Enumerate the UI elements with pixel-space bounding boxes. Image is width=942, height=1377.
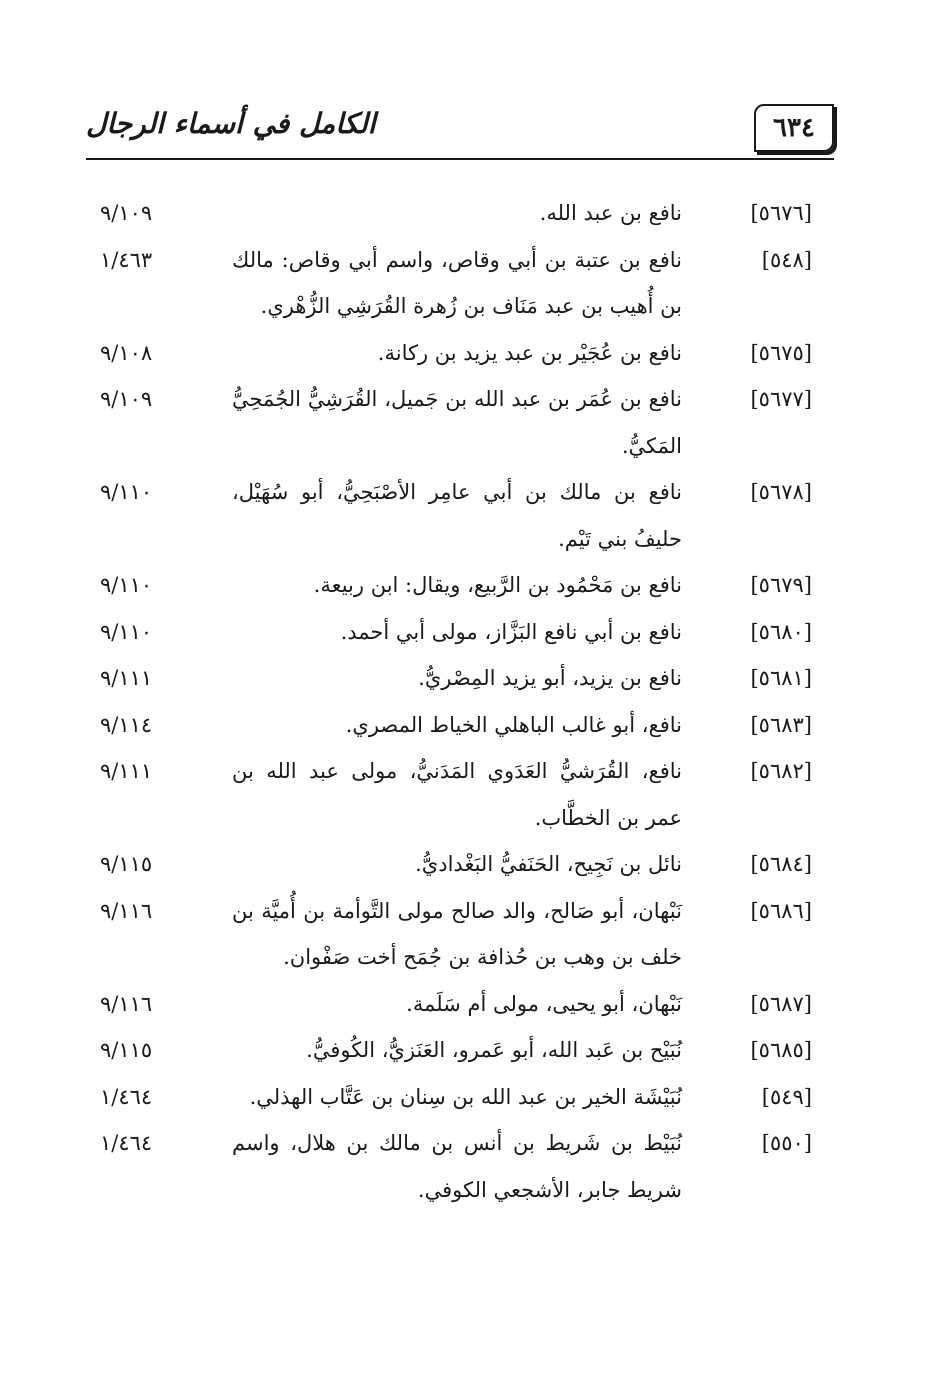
entry-number: [٥٤٩]: [761, 1084, 812, 1109]
entry-row: [100, 702, 812, 749]
entry-row: [100, 237, 812, 330]
entry-row: [100, 1120, 812, 1213]
entry-row: [100, 562, 812, 609]
entry-row: [100, 376, 812, 469]
running-title: الكامل في أسماء الرجال: [86, 107, 376, 140]
entry-reference: ٩/١١٤: [100, 712, 153, 737]
entry-reference: ١/٤٦٤: [100, 1084, 153, 1109]
entry-number: [٥٦٨١]: [750, 666, 812, 690]
entry-reference: ٩/١١١: [100, 666, 153, 690]
entry-row: [100, 609, 812, 656]
entry-number: [٥٥٠]: [761, 1131, 812, 1155]
entry-list: [100, 190, 812, 1213]
entry-reference: ٩/١١٦: [100, 991, 153, 1016]
entry-text: نافع بن عُمَر بن عبد الله بن جَميل، القُرَشِيُّ الجُمَحِيُّ المَكيُّ.: [232, 387, 682, 458]
entry-reference: ٩/١١٠: [100, 480, 153, 504]
entry-number: [٥٦٨٣]: [750, 712, 812, 737]
entry-reference: ٩/١١٠: [100, 573, 153, 597]
page-number: ٦٣٤: [754, 104, 834, 152]
entry-number: [٥٦٨٧]: [750, 991, 812, 1016]
entry-text: نافع بن عُجَيْر بن عبد يزيد بن ركانة.: [377, 340, 682, 365]
entry-number: [٥٦٧٧]: [750, 387, 812, 411]
entry-text: نافع بن عتبة بن أبي وقاص، واسم أبي وقاص: مالك بن أُهيب بن عبد مَنَاف بن زُهرة القُرَشِي الزُّهْري.: [232, 247, 682, 318]
entry-text: نَبْهان، أبو يحيى، مولى أم سَلَمة.: [406, 991, 682, 1016]
entry-text: نافع بن عبد الله.: [539, 201, 682, 225]
entry-reference: ٩/١١٥: [100, 1038, 153, 1062]
entry-row: [100, 841, 812, 888]
entry-reference: ٩/١١٦: [100, 898, 153, 923]
entry-text: نافع بن مَحْمُود بن الرَّبيع، ويقال: ابن ربيعة.: [313, 573, 682, 597]
entry-row: [100, 469, 812, 562]
entry-row: [100, 1074, 812, 1121]
entry-number: [٥٦٨٦]: [750, 898, 812, 923]
entry-number: [٥٦٨٥]: [750, 1038, 812, 1062]
entry-row: [100, 748, 812, 841]
entry-reference: ١/٤٦٤: [100, 1131, 153, 1155]
entry-reference: ٩/١٠٨: [100, 340, 153, 365]
entry-reference: ٩/١١١: [100, 759, 153, 783]
entry-row: [100, 888, 812, 981]
entry-row: [100, 1027, 812, 1074]
entry-number: [٥٦٧٦]: [750, 201, 812, 225]
page-header: [86, 98, 834, 160]
entry-row: [100, 655, 812, 702]
entry-reference: ٩/١١٥: [100, 852, 153, 876]
entry-number: [٥٦٧٨]: [750, 480, 812, 504]
entry-text: نافع بن مالك بن أبي عامِر الأصْبَحِيُّ، أبو سُهَيْل، حليفُ بني تَيْم.: [232, 480, 682, 551]
entry-text: نَبْهان، أبو صَالح، والد صالح مولى التَّوأمة بن أُميَّة بن خلف بن وهب بن حُذافة بن جُمَح أخت صَفْوان.: [232, 898, 682, 969]
entry-reference: ٩/١١٠: [100, 619, 153, 644]
entry-number: [٥٦٨٠]: [750, 619, 812, 644]
entry-text: نافع بن يزيد، أبو يزيد المِصْريُّ.: [418, 666, 682, 690]
entry-number: [٥٦٨٤]: [750, 852, 812, 876]
entry-reference: ١/٤٦٣: [100, 247, 153, 272]
entry-number: [٥٦٨٢]: [750, 759, 812, 783]
entry-number: [٥٤٨]: [761, 247, 812, 272]
entry-row: [100, 330, 812, 377]
entry-row: [100, 190, 812, 237]
entry-text: نُبَيْشَة الخير بن عبد الله بن سِنان بن عَتَّاب الهذلي.: [249, 1084, 682, 1109]
entry-number: [٥٦٧٩]: [750, 573, 812, 597]
entry-text: نائل بن نَجِيح، الحَنَفيُّ البَغْداديُّ.: [415, 852, 682, 876]
header-rule: [86, 158, 834, 160]
entry-text: نُبَيْح بن عَبد الله، أبو عَمرو، العَنَزيُّ، الكُوفيُّ.: [306, 1038, 682, 1062]
entry-reference: ٩/١٠٩: [100, 387, 153, 411]
entry-text: نُبَيْط بن شَريط بن أنس بن مالك بن هلال، واسم شريط جابر، الأشجعي الكوفي.: [232, 1131, 682, 1202]
entry-reference: ٩/١٠٩: [100, 201, 153, 225]
entry-text: نافع بن أبي نافع البَزَّاز، مولى أبي أحمد.: [340, 619, 682, 644]
entry-row: [100, 981, 812, 1028]
entry-text: نافع، القُرَشيُّ العَدَوي المَدَنيُّ، مولى عبد الله بن عمر بن الخطَّاب.: [232, 759, 682, 830]
entry-number: [٥٦٧٥]: [750, 340, 812, 365]
entry-text: نافع، أبو غالب الباهلي الخياط المصري.: [345, 712, 682, 737]
